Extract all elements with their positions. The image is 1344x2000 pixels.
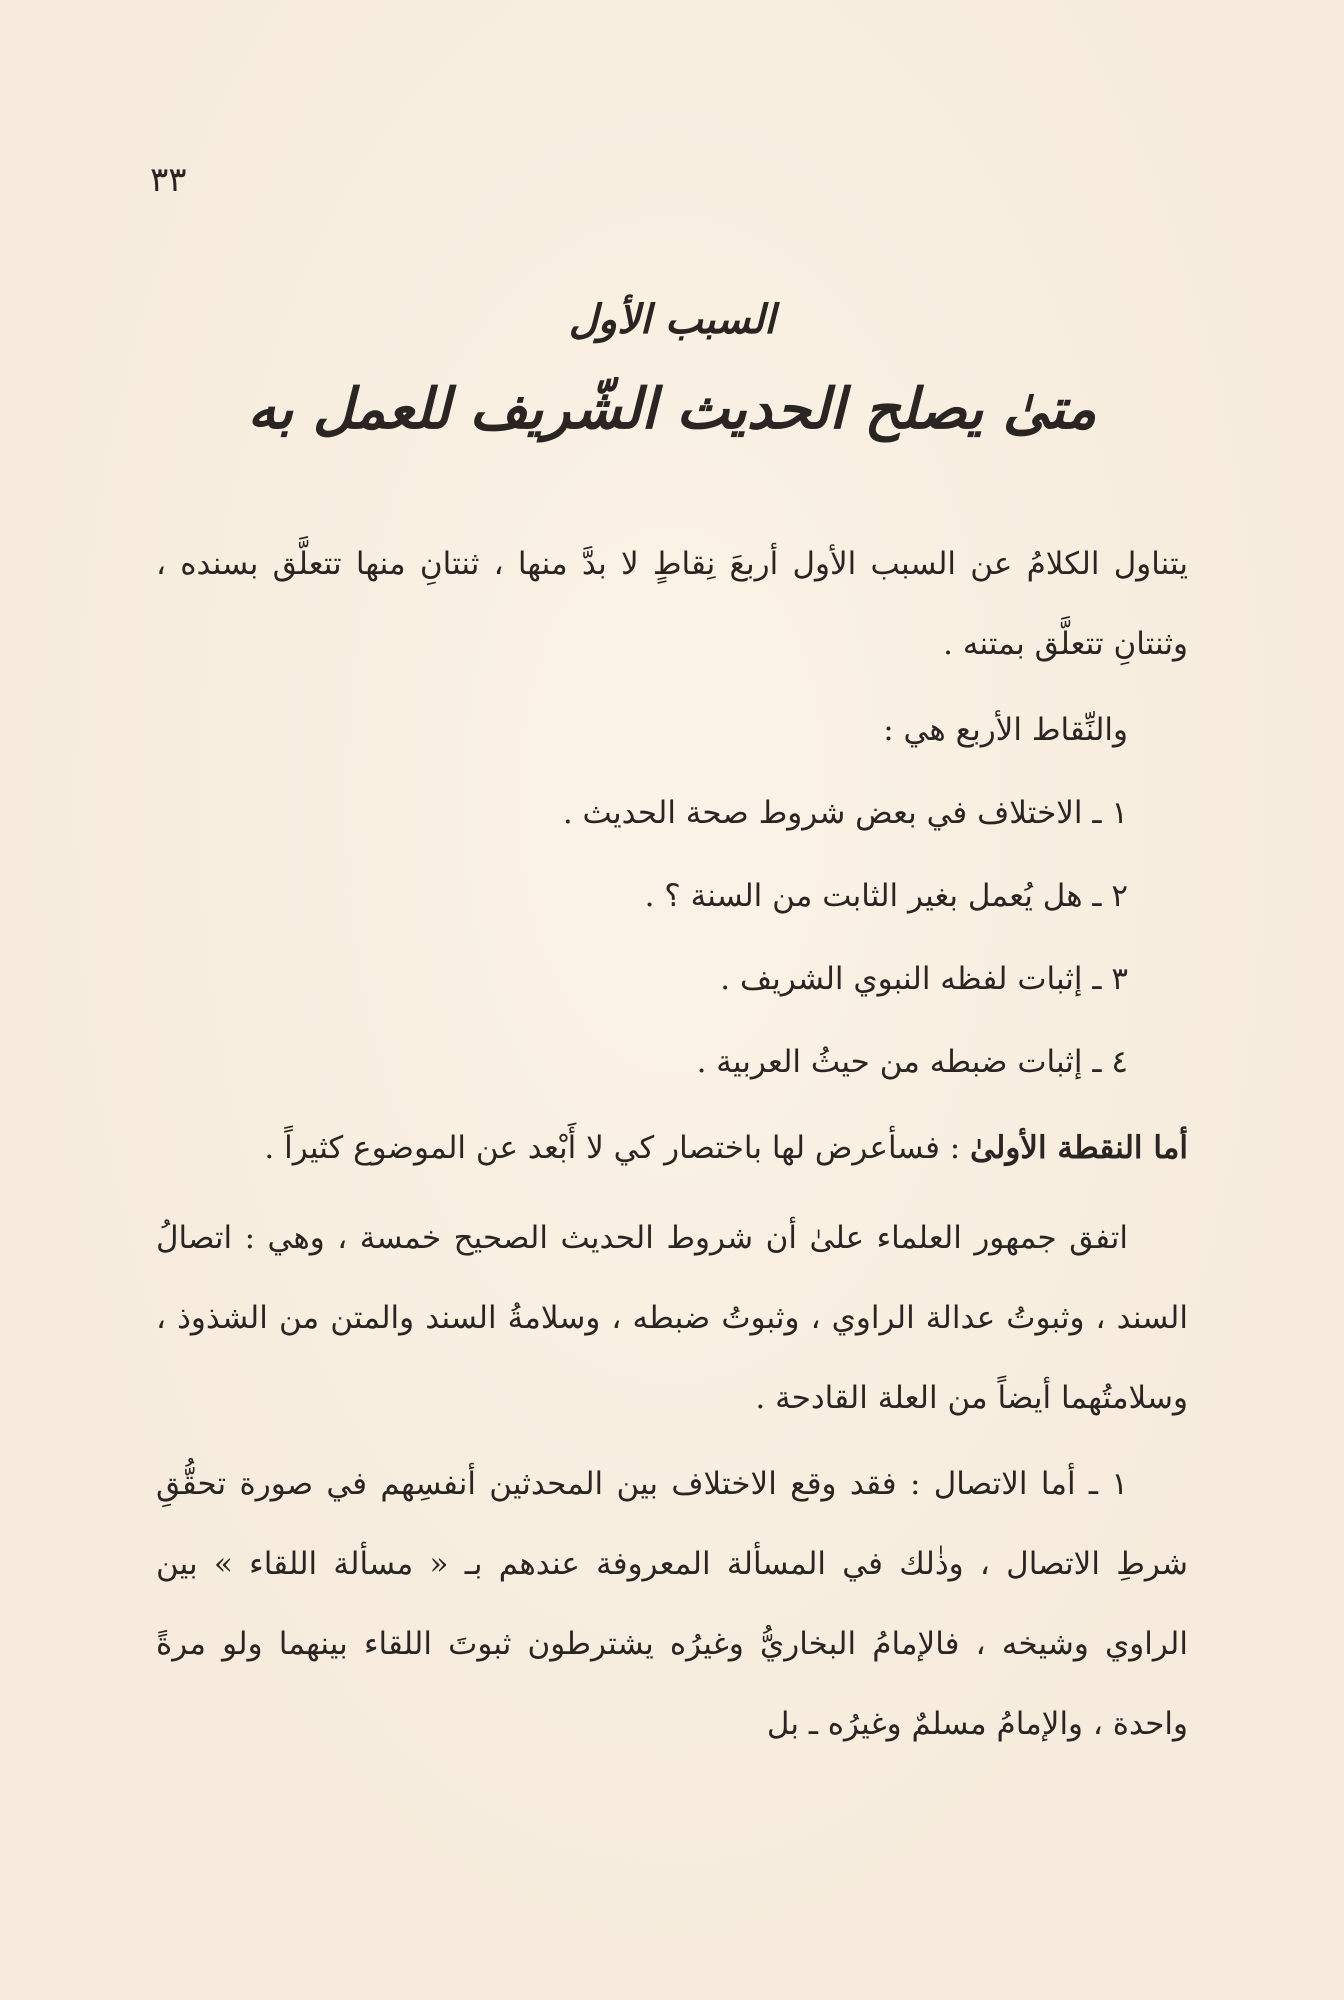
- first-point-label: أما النقطة الأولىٰ: [970, 1130, 1188, 1166]
- intro-paragraph: يتناول الكلامُ عن السبب الأول أربعَ نِقاطٍ لا بدَّ منها ، ثنتانِ منها تتعلَّق بسنده ، وثنتانِ تتعلَّق بمتنه .: [156, 546, 1188, 662]
- points-intro: والنِّقاط الأربع هي :: [883, 712, 1128, 748]
- conditions-paragraph: [156, 1198, 1188, 1438]
- point-item-2: ٢ ـ هل يُعمل بغير الثابت من السنة ؟ .: [644, 878, 1128, 914]
- page-number: ٣٣: [150, 160, 187, 200]
- page-body: [156, 290, 1188, 1764]
- ittisal-text: ١ ـ أما الاتصال : فقد وقع الاختلاف بين المحدثين أنفسِهم في صورة تحقُّقِ شرطِ الاتصال ، وذٰلك في المسألة المعروفة عندهم بـ « مسألة اللقاء » بين الراوي وشيخه ، فالإمامُ البخاريُّ وغيرُه يشترطون ثبوتَ اللقاء بينهما ولو مرةً واحدة ، والإمامُ مسلمٌ وغيرُه ـ بل: [156, 1466, 1188, 1742]
- ittisal-paragraph: [156, 1444, 1188, 1764]
- point-item-4: ٤ ـ إثبات ضبطه من حيثُ العربية .: [696, 1044, 1128, 1080]
- section-title: متىٰ يصلح الحديث الشّريف للعمل به: [247, 376, 1097, 442]
- point-item-1: ١ ـ الاختلاف في بعض شروط صحة الحديث .: [562, 795, 1128, 831]
- first-point-paragraph: [156, 1108, 1188, 1188]
- conditions-text: اتفق جمهور العلماء علىٰ أن شروط الحديث الصحيح خمسة ، وهي : اتصالُ السند ، وثبوتُ عدالة الراوي ، وثبوتُ ضبطه ، وسلامةُ السند والمتن من الشذوذ ، وسلامتُهما أيضاً من العلة القادحة .: [156, 1220, 1188, 1416]
- point-item-3: ٣ ـ إثبات لفظه النبوي الشريف .: [720, 961, 1128, 997]
- section-label: السبب الأول: [568, 296, 776, 343]
- first-point-text: : فسأعرض لها باختصار كي لا أَبْعد عن الموضوع كثيراً .: [264, 1130, 961, 1166]
